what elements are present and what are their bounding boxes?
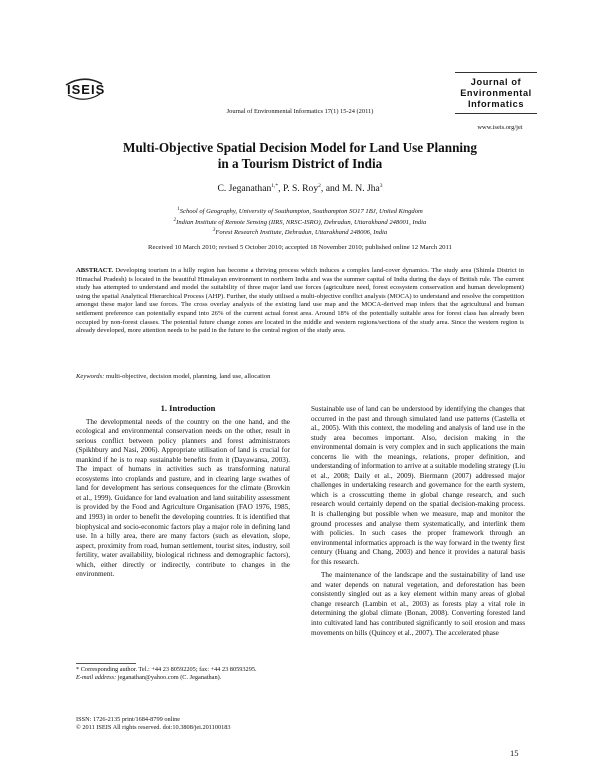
- journal-url-link[interactable]: www.iseis.org/jei: [477, 124, 523, 131]
- copyright-line: © 2011 ISEIS All rights reserved. doi:10.3808/jei.201100183: [76, 724, 231, 731]
- abstract-text: Developing tourism in a hilly region has become a thriving process which induces a complex land-cover dynamics. The study area (Shimla District in Himachal Pradesh) is located in the beautiful Himalayan environment in northern India and was the summer capital of India during the days of British rule. The current study has attempted to understand and model the suitability of three major land use forces (agriculture need, forest ecosystem conservation and human development) using the spatial Analytical Hierarchical Process (AHP). Further, the study utilised a multi-objective conflict analysis (MOCA) to understand and resolve the competition amongst these major land use forces. The cross overlay analysis of the existing land use map and the MOCA-derived map infers that the agricultural and human settlement preference can potentially expand into 26% of the current actual forest area. Around 18% of the potentially suitable area for forest class has already been occupied by non-forest classes. The potential future change zones are located in the middle and western regions/sections of the study area. Since the western region is already developed, more attention needs to be paid in the future to the central region of the study area.: [76, 267, 524, 335]
- paper-title: [60, 140, 540, 172]
- author-name: M. N. Jha: [341, 183, 380, 195]
- author-separator: , and: [320, 183, 342, 195]
- keywords-text: multi-objective, decision model, planning, land use, allocation: [105, 373, 271, 380]
- right-column: [311, 405, 525, 638]
- footnote-email: [76, 674, 290, 682]
- affiliation-text: Indian Institute of Remote Sensing (IIRS, NRSC-ISRO), Dehradun, Uttarakhand 248001, India: [176, 218, 427, 226]
- author-name: P. S. Roy: [282, 183, 319, 195]
- keywords-label: Keywords:: [76, 373, 105, 380]
- keywords: [76, 373, 524, 380]
- journal-name-line: Environmental: [460, 88, 532, 98]
- affiliation-sup: 3: [212, 228, 216, 234]
- email-label: E-mail address:: [76, 674, 117, 681]
- affiliation-sup: 1: [177, 207, 180, 212]
- journal-reference: Journal of Environmental Informatics 17(1) 15-24 (2011): [226, 108, 374, 115]
- footnote: [76, 666, 290, 682]
- journal-name-line: Journal of: [470, 77, 522, 87]
- paragraph: The maintenance of the landscape and the sustainability of land use and water depends on natural vegetation, and deforestation has been consistently singled out as a key element within many areas of global change research (Lambin et al., 2003) as forests play a vital role in determining the global climate (Bonan, 2008). Converting forested land into cultivated land has contributed significantly to soil erosion and mass movements on hills (Quincey et al., 2007). The accelerated phase: [311, 571, 525, 637]
- iseis-logo: [62, 76, 106, 102]
- author-sup: 2: [318, 183, 321, 189]
- footnote-divider: [76, 663, 136, 664]
- author-list: [60, 183, 540, 194]
- abstract-label: ABSTRACT.: [76, 267, 114, 274]
- received-dates: Received 10 March 2010; revised 5 October 2010; accepted 18 November 2010; published online 12 March 2011: [148, 244, 452, 251]
- author-sup: 3: [379, 183, 383, 189]
- abstract: [76, 267, 524, 336]
- author-sup: 1,*: [271, 183, 279, 189]
- email-link[interactable]: jeganathan@yahoo.com (C. Jeganathan).: [117, 674, 222, 681]
- affiliation: [60, 227, 540, 238]
- paragraph: Sustainable use of land can be understood by identifying the changes that occurred in the past and through simulated land use patterns (Castella et al., 2005). With this context, the modeling and analysis of land use in the study area becomes important. Also, decision making in the environmental domain is very complex and in such applications the main concerns lie with the meanings, relations, proper definition, and understanding of information to arrive at a suitable modeling strategy (Liu et al., 2008; Daily et al., 2009). Biermann (2007) addressed major challenges in undertaking research and governance for the earth system, which is a crosscutting theme in global change research, and such research would certainly depend on the spatial decision-making process. It is challenging but possible when we measure, map and monitor the ground processes and analyse them systematically, and interlink them with policies. In such cases the proper framework through an environmental informatics approach is the way forward in the twenty first century (Huang and Chang, 2003) and hence it provides a natural basis for this research.: [311, 405, 525, 566]
- issn-block: [76, 716, 316, 732]
- footnote-line: * Corresponding author. Tel.: +44 23 80592205; fax: +44 23 80593295.: [76, 666, 257, 673]
- left-column: [76, 404, 290, 580]
- affiliation: [60, 206, 540, 217]
- page-number: 15: [510, 748, 519, 758]
- title-line: Multi-Objective Spatial Decision Model for Land Use Planning: [123, 140, 477, 155]
- journal-name-box: [455, 72, 537, 114]
- affiliations: [60, 206, 540, 238]
- issn-line: ISSN: 1726-2135 print/1684-8799 online: [76, 716, 181, 723]
- author-separator: ,: [278, 183, 283, 195]
- title-line: in a Tourism District of India: [217, 156, 383, 171]
- journal-name-line: Informatics: [467, 99, 525, 109]
- affiliation-sup: 2: [173, 217, 177, 223]
- author-name: C. Jeganathan: [217, 183, 272, 195]
- paragraph: The developmental needs of the country on the one hand, and the ecological and environmental conservation needs on the other, result in serious conflict between policy planners and forest administrators (Spikhbury and Nasi, 2006). Appropriate utilisation of land is crucial for mankind if he is to reap sustainable benefits from it (Dayawansa, 2003). The impact of humans in activities such as transforming natural ecosystems into croplands and pasture, and in clearing large swathes of land for development has serious consequences for the climate (Brovkin et al., 1999). Guidance for land evaluation and land suitability assessment is provided by the Food and Agriculture Organisation (FAO 1976, 1985, and 1993) in order to benefit the developing countries. It is identified that biophysical and socio-economic factors play a major role in defining land use. In a hilly area, there are many factors (such as elevation, slope, aspect, proximity from road, human settlement, tourist sites, industry, soil fertility, water availability, biological richness and demographic factors), which, either directly or indirectly, contribute to changes in the environment.: [76, 417, 290, 579]
- affiliation-text: Forest Research Institute, Dehradun, Uttarakhand 248006, India: [215, 229, 388, 237]
- section-heading: 1. Introduction: [160, 403, 216, 413]
- logo-text: ISEIS: [67, 82, 106, 97]
- affiliation: [60, 217, 540, 228]
- affiliation-text: School of Geography, University of Southampton, Southampton SO17 1BJ, United Kingdom: [179, 208, 423, 216]
